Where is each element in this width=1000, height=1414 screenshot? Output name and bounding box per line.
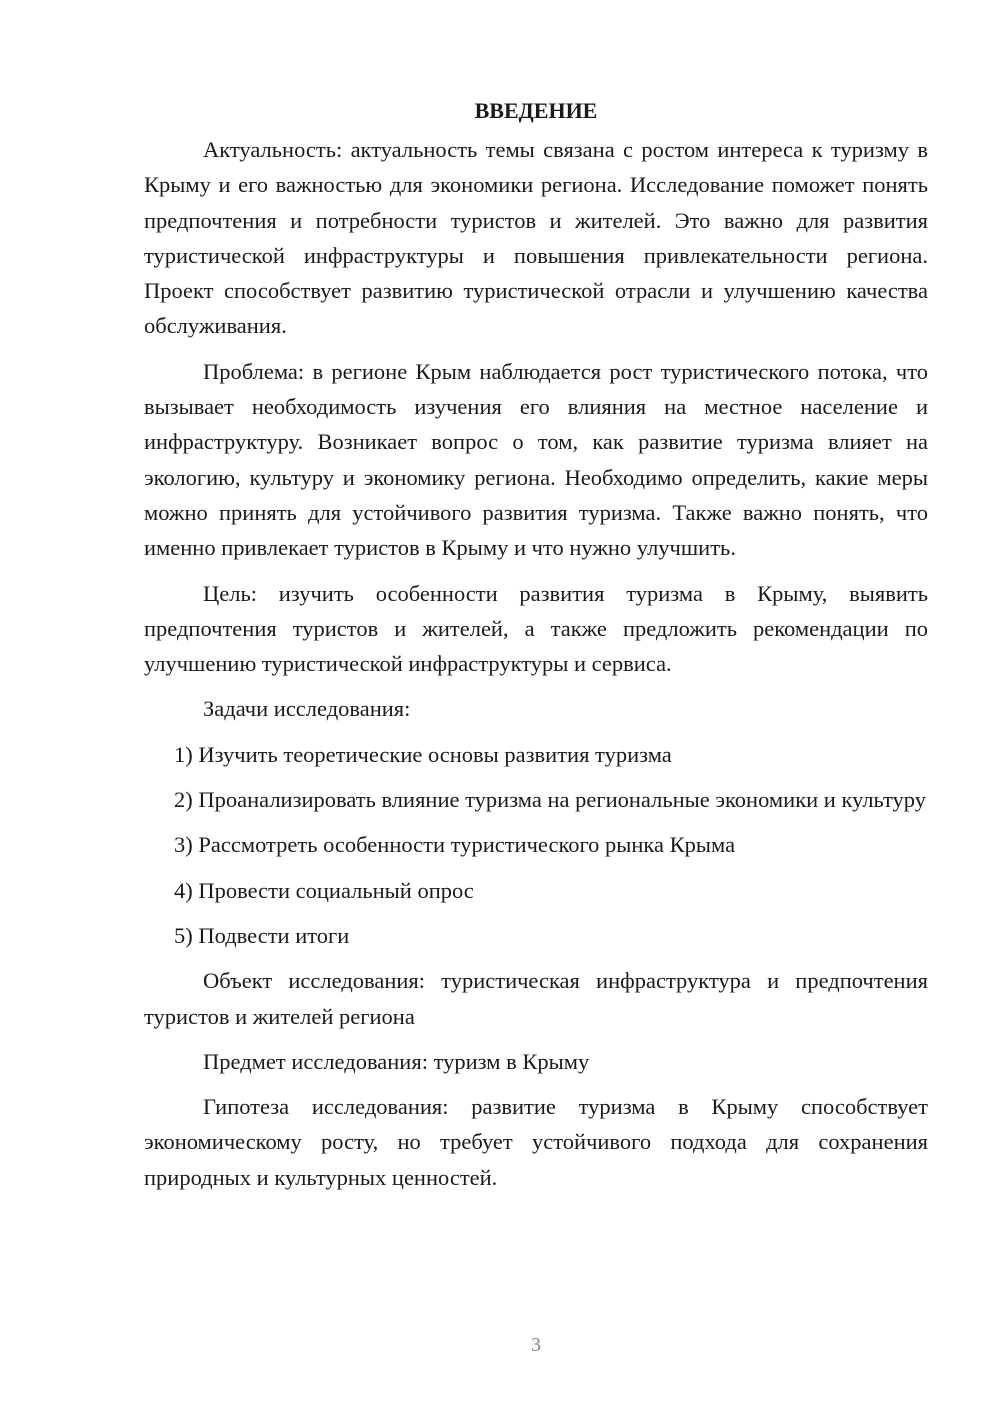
page-title: ВВЕДЕНИЕ (474, 98, 598, 123)
task-item-2: 2) Проанализировать влияние туризма на региональные экономики и культуру (174, 787, 926, 813)
task-item-5: 5) Подвести итоги (174, 922, 350, 948)
task-item-1: 1) Изучить теоретические основы развития туризма (174, 741, 672, 767)
relevance-paragraph: Актуальность: актуальность темы связана с ростом интереса к туризму в Крыму и его важностью для экономики региона. Исследование поможет понять предпочтения и потребности туристов и жителей. Это важно для развития туристической инфраструктуры и повышения привлекательности региона. Проект способствует развитию туристической отрасли и улучшению качества обслуживания. (144, 137, 928, 339)
page-content (144, 94, 928, 1195)
tasks-heading: Задачи исследования: (203, 696, 411, 722)
problem-paragraph: Проблема: в регионе Крым наблюдается рост туристического потока, что вызывает необходимость изучения его влияния на местное население и инфраструктуру. Возникает вопрос о том, как развитие туризма влияет на экологию, культуру и экономику региона. Необходимо определить, какие меры можно принять для устойчивого развития туризма. Также важно понять, что именно привлекает туристов в Крыму и что нужно улучшить. (144, 358, 928, 561)
goal-paragraph: Цель: изучить особенности развития туризма в Крыму, выявить предпочтения туристов и жителей, а также предложить рекомендации по улучшению туристической инфраструктуры и сервиса. (144, 580, 928, 677)
page-number: 3 (531, 1334, 541, 1356)
task-item-4: 4) Провести социальный опрос (174, 877, 474, 903)
hypothesis-paragraph: Гипотеза исследования: развитие туризма в Крыму способствует экономическому росту, но требует устойчивого подхода для сохранения природных и культурных ценностей. (144, 1094, 928, 1190)
subject-paragraph: Предмет исследования: туризм в Крыму (203, 1048, 590, 1074)
object-paragraph: Объект исследования: туристическая инфраструктура и предпочтения туристов и жителей региона (144, 968, 928, 1029)
task-item-3: 3) Рассмотреть особенности туристического рынка Крыма (174, 832, 736, 858)
